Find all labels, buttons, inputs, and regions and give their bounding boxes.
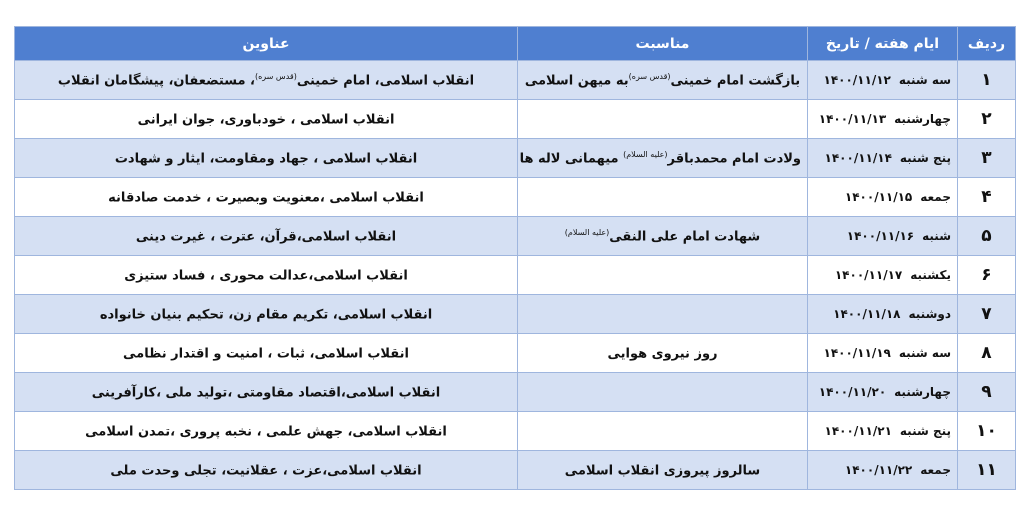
row-date-cell — [808, 61, 958, 100]
row-day: جمعه — [920, 190, 951, 204]
header-index: ردیف — [958, 27, 1016, 61]
row-topics — [15, 373, 518, 412]
row-day: شنبه — [922, 229, 951, 243]
row-day: چهارشنبه — [894, 112, 951, 126]
row-topic-text: انقلاب اسلامی،قرآن، عترت ، غیرت دینی — [135, 229, 397, 245]
row-index: ۹ — [958, 373, 1016, 412]
row-date-cell — [808, 373, 958, 412]
row-topic-text: انقلاب اسلامی ، خودباوری، جوان ایرانی — [137, 112, 395, 128]
row-occasion-honorific: (علیه السلام) — [564, 227, 610, 237]
table-row — [15, 217, 1016, 256]
row-index: ۲ — [958, 100, 1016, 139]
row-occasion-honorific: (قدس سره) — [628, 71, 671, 81]
row-day: سه شنبه — [898, 73, 951, 87]
row-occasion — [518, 412, 808, 451]
row-occasion — [518, 295, 808, 334]
row-topic-text: انقلاب اسلامی، تکریم مقام زن، تحکیم بنیان خانواده — [99, 307, 433, 323]
row-date: ۱۴۰۰/۱۱/۲۰ — [818, 385, 887, 399]
row-day: دوشنبه — [908, 307, 951, 321]
row-date-cell — [808, 451, 958, 490]
row-occasion-text: شهادت امام علی النقی — [609, 229, 761, 245]
row-topics — [15, 334, 518, 373]
row-day: سه شنبه — [898, 346, 951, 360]
header-date: ایام هفته / تاریخ — [808, 27, 958, 61]
row-date: ۱۴۰۰/۱۱/۱۳ — [818, 112, 887, 126]
row-topic-text: انقلاب اسلامی ، جهاد ومقاومت، ایثار و شهادت — [114, 151, 418, 167]
row-topics — [15, 295, 518, 334]
row-topic-text: انقلاب اسلامی،عزت ، عقلانیت، تجلی وحدت ملی — [110, 463, 422, 479]
header-row — [15, 27, 1016, 61]
header-occasion: مناسبت — [518, 27, 808, 61]
row-date: ۱۴۰۰/۱۱/۱۲ — [823, 73, 891, 87]
row-occasion — [518, 178, 808, 217]
row-day: پنج شنبه — [899, 424, 951, 438]
row-occasion — [518, 100, 808, 139]
row-date: ۱۴۰۰/۱۱/۱۵ — [844, 190, 913, 204]
row-index: ۱۰ — [958, 412, 1016, 451]
row-occasion-text: روز نیروی هوایی — [607, 346, 718, 362]
row-topic-text: انقلاب اسلامی ،معنویت وبصیرت ، خدمت صادقانه — [108, 190, 424, 206]
table-row — [15, 256, 1016, 295]
row-occasion-suffix: به میهن اسلامی — [524, 73, 629, 89]
row-topic-text: انقلاب اسلامی، جهش علمی ، نخبه پروری ،تمدن اسلامی — [85, 424, 447, 440]
row-date: ۱۴۰۰/۱۱/۱۹ — [823, 346, 891, 360]
row-date-cell — [808, 334, 958, 373]
schedule-table — [14, 26, 1016, 490]
row-date: ۱۴۰۰/۱۱/۱۴ — [824, 151, 892, 165]
row-date: ۱۴۰۰/۱۱/۱۶ — [846, 229, 915, 243]
row-date-cell — [808, 217, 958, 256]
row-index: ۴ — [958, 178, 1016, 217]
row-topics — [15, 139, 518, 178]
row-occasion — [518, 334, 808, 373]
row-index: ۶ — [958, 256, 1016, 295]
row-topics — [15, 178, 518, 217]
row-day: چهارشنبه — [894, 385, 951, 399]
row-date: ۱۴۰۰/۱۱/۲۱ — [824, 424, 892, 438]
header-topics: عناوین — [15, 27, 518, 61]
row-date-cell — [808, 139, 958, 178]
row-occasion — [518, 217, 808, 256]
table-row — [15, 451, 1016, 490]
row-topic-text: انقلاب اسلامی،عدالت محوری ، فساد ستیزی — [124, 268, 408, 284]
row-occasion — [518, 451, 808, 490]
row-occasion — [518, 61, 808, 100]
row-topic-text: انقلاب اسلامی،اقتصاد مقاومتی ،تولید ملی ،کارآفرینی — [91, 385, 441, 401]
row-date-cell — [808, 295, 958, 334]
row-topics — [15, 451, 518, 490]
row-topics — [15, 100, 518, 139]
table-row — [15, 412, 1016, 451]
row-topic-text: انقلاب اسلامی، ثبات ، امنیت و اقتدار نظامی — [123, 346, 409, 362]
row-occasion — [518, 139, 808, 178]
row-index: ۳ — [958, 139, 1016, 178]
table-row — [15, 334, 1016, 373]
row-occasion-text: بازگشت امام خمینی — [670, 73, 801, 89]
table-body — [15, 61, 1016, 490]
table-row — [15, 139, 1016, 178]
row-date: ۱۴۰۰/۱۱/۱۷ — [834, 268, 903, 282]
row-index: ۱ — [958, 61, 1016, 100]
row-topics — [15, 256, 518, 295]
row-date-cell — [808, 256, 958, 295]
table-row — [15, 100, 1016, 139]
row-index: ۵ — [958, 217, 1016, 256]
row-date: ۱۴۰۰/۱۱/۱۸ — [833, 307, 901, 321]
row-index: ۸ — [958, 334, 1016, 373]
row-day: جمعه — [920, 463, 951, 477]
row-topics — [15, 217, 518, 256]
table-header — [15, 27, 1016, 61]
row-index: ۱۱ — [958, 451, 1016, 490]
row-date-cell — [808, 178, 958, 217]
schedule-table-wrapper — [14, 26, 1016, 490]
row-occasion-suffix: میهمانی لاله ها — [519, 151, 624, 167]
table-row — [15, 295, 1016, 334]
row-occasion — [518, 373, 808, 412]
row-topic-text: انقلاب اسلامی، امام خمینی — [296, 73, 475, 89]
row-date-cell — [808, 100, 958, 139]
row-day: پنج شنبه — [899, 151, 951, 165]
table-row — [15, 373, 1016, 412]
row-occasion-text: سالروز پیروزی انقلاب اسلامی — [564, 463, 761, 479]
row-index: ۷ — [958, 295, 1016, 334]
row-topics — [15, 412, 518, 451]
row-day: یکشنبه — [910, 268, 951, 282]
table-row — [15, 178, 1016, 217]
row-occasion-honorific: (علیه السلام) — [623, 149, 668, 159]
row-occasion — [518, 256, 808, 295]
row-topic-honorific: (قدس سره) — [254, 71, 297, 81]
table-row — [15, 61, 1016, 100]
row-occasion-text: ولادت امام محمدباقر — [667, 151, 801, 167]
row-date-cell — [808, 412, 958, 451]
row-topic-suffix: ، مستضعفان، پیشگامان انقلاب — [57, 73, 255, 89]
row-topics — [15, 61, 518, 100]
row-date: ۱۴۰۰/۱۱/۲۲ — [844, 463, 913, 477]
